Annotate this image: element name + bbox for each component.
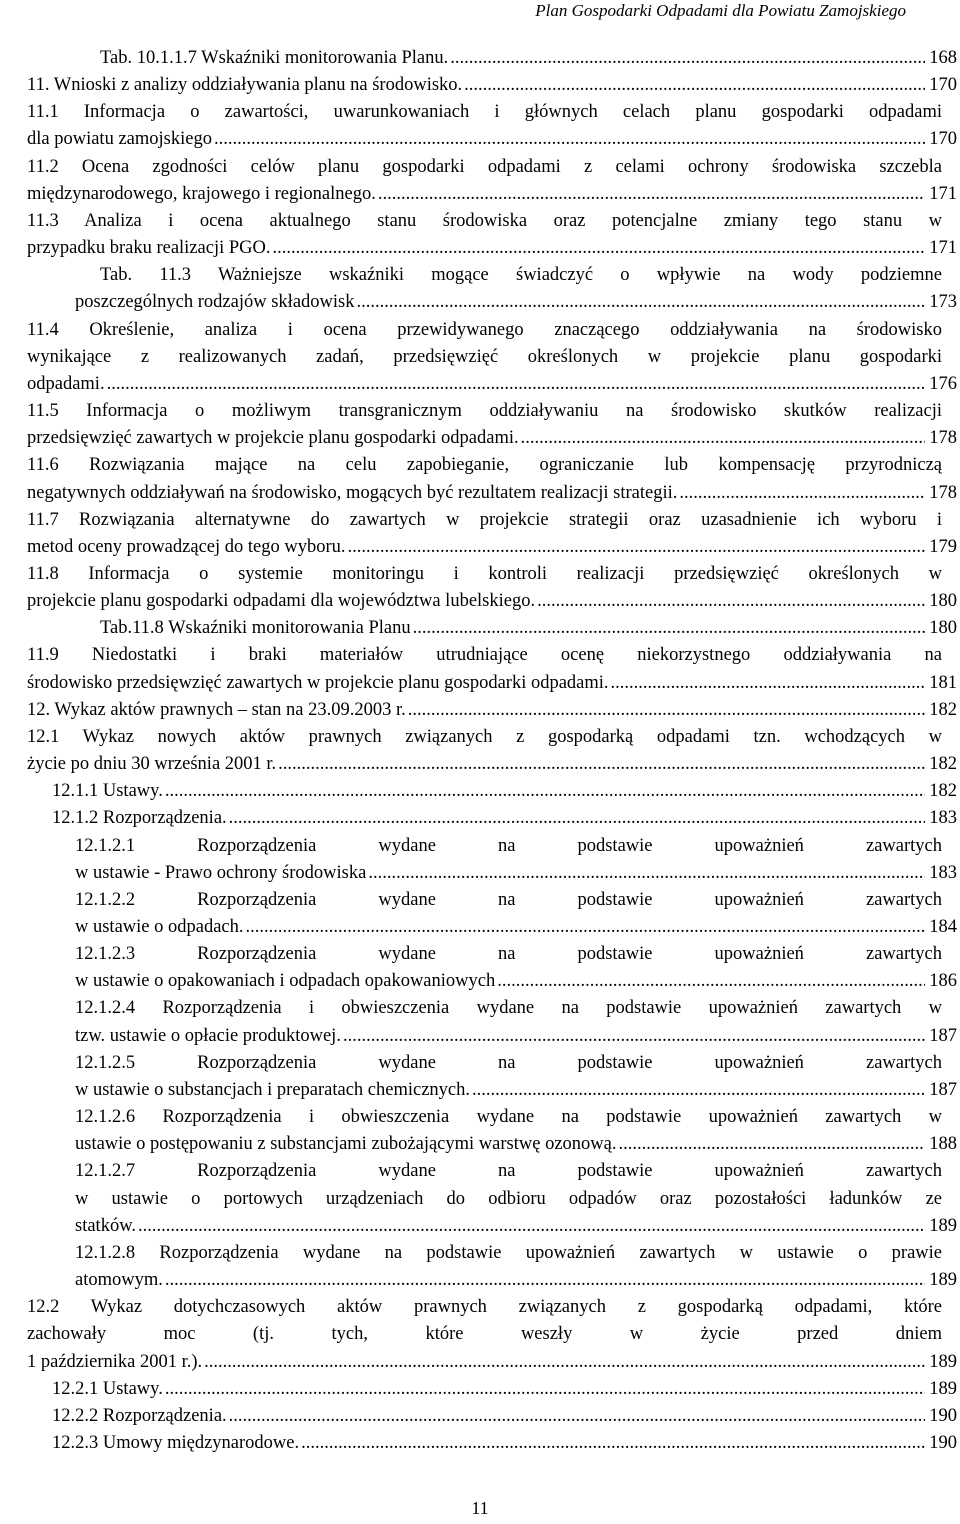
toc-entry-text: w ustawie - Prawo ochrony środowiska [75,862,367,883]
toc-page-number: 188 [929,1134,957,1155]
toc-entry-text: ustawie o postępowaniu z substancjami zubożającymi warstwę ozonową. [75,1134,617,1155]
toc-entry[interactable] [0,1430,957,1457]
toc-entry[interactable] [0,1294,957,1375]
toc-entry-text: Tab.11.8 Wskaźniki monitorowania Planu [100,618,411,639]
toc-entry-text: 12.1.2.5 Rozporządzenia wydane na podstawie upoważnień zawartych [75,1052,942,1073]
dot-leader [368,860,925,887]
toc-entry[interactable] [0,887,957,941]
dot-leader [343,1023,925,1050]
dot-leader [679,480,925,507]
dot-leader [165,1267,925,1294]
toc-entry-text: 12.2.2 Rozporządzenia. [52,1405,227,1426]
dot-leader [450,45,925,72]
toc-entry-text: 12.2 Wykaz dotychczasowych aktów prawnych związanych z gospodarką odpadami, które [27,1297,942,1318]
toc-page-number: 170 [929,129,957,150]
toc-page-number: 182 [929,699,957,720]
dot-leader [521,425,926,452]
toc-page-number: 183 [929,808,957,829]
toc-entry-text: w ustawie o opakowaniach i odpadach opakowaniowych [75,971,496,992]
toc-page-number: 179 [929,536,957,557]
toc-entry[interactable] [0,778,957,805]
toc-entry-text: 11.4 Określenie, analiza i ocena przewidywanego znaczącego oddziaływania na środowisko [27,319,942,340]
toc-entry-text: środowisko przedsięwzięć zawartych w projekcie planu gospodarki odpadami. [27,672,609,693]
toc-page-number: 173 [929,292,957,313]
dot-leader [229,805,926,832]
toc-entry[interactable] [0,561,957,615]
toc-entry[interactable] [0,507,957,561]
toc-page-number: 176 [929,373,957,394]
toc-entry[interactable] [0,317,957,398]
toc-entry[interactable] [0,208,957,262]
toc-entry-text: życie po dniu 30 września 2001 r. [27,754,277,775]
toc-page-number: 187 [929,1025,957,1046]
running-header: Plan Gospodarki Odpadami dla Powiatu Zamojskiego [535,1,906,20]
table-of-contents [0,45,957,1457]
toc-entry-text: w ustawie o odpadach. [75,917,244,937]
toc-entry-text: 11.8 Informacja o systemie monitoringu i kontroli realizacji przedsięwzięć określonych w [27,563,942,584]
toc-entry[interactable] [0,697,957,724]
toc-entry-text: 12.1 Wykaz nowych aktów prawnych związanych z gospodarką odpadami tzn. wchodzących w [27,726,942,747]
toc-entry-text: przypadku braku realizacji PGO. [27,238,271,259]
toc-entry-text: przedsięwzięć zawartych w projekcie planu gospodarki odpadami. [27,428,519,449]
dot-leader [408,697,926,724]
dot-leader [378,181,925,208]
dot-leader [464,72,925,99]
toc-page-number: 186 [929,971,957,992]
toc-entry-text: odpadami. [27,373,105,394]
toc-page-number: 187 [929,1079,957,1100]
toc-entry[interactable] [0,642,957,696]
toc-entry-text: w ustawie o substancjach i preparatach chemicznych. [75,1079,471,1100]
toc-page-number: 178 [929,428,957,449]
toc-entry[interactable] [0,398,957,452]
toc-entry-text: Tab. 11.3 Ważniejsze wskaźniki mogące świadczyć o wpływie na wody podziemne [100,265,942,286]
toc-entry-text: 12.1.2.7 Rozporządzenia wydane na podstawie upoważnień zawartych [75,1161,942,1182]
toc-page-number: 182 [929,781,957,802]
toc-entry-text: 12.1.2 Rozporządzenia. [52,808,227,829]
dot-leader [497,968,925,995]
toc-entry[interactable] [0,452,957,506]
toc-entry-text: 12.1.2.8 Rozporządzenia wydane na podstawie upoważnień zawartych w ustawie o prawie [75,1242,942,1263]
toc-entry[interactable] [0,72,957,99]
toc-page-number: 189 [929,1270,957,1291]
toc-entry-text: 11.7 Rozwiązania alternatywne do zawartych w projekcie strategii oraz uzasadnienie ich wyboru i [27,509,942,530]
dot-leader [229,1403,926,1430]
toc-page-number: 182 [929,754,957,775]
dot-leader [472,1077,925,1104]
toc-entry-text: 11.1 Informacja o zawartości, uwarunkowaniach i głównych celach planu gospodarki odpadami [27,102,942,123]
toc-entry-text: 11.3 Analiza i ocena aktualnego stanu środowiska oraz potencjalne zmiany tego stanu w [27,210,942,231]
dot-leader [611,670,926,697]
toc-entry-text: 1 października 2001 r.). [27,1351,203,1372]
toc-entry[interactable] [0,1376,957,1403]
dot-leader [618,1131,925,1158]
toc-entry-text: 12.2.3 Umowy międzynarodowe. [52,1432,300,1453]
toc-page-number: 180 [929,618,957,639]
toc-entry-text: negatywnych oddziaływań na środowisko, mogących być rezultatem realizacji strategii. [27,482,678,503]
toc-entry[interactable] [0,99,957,153]
toc-entry-text: 12.1.2.6 Rozporządzenia i obwieszczenia wydane na podstawie upoważnień zawartych w [75,1107,942,1128]
toc-page-number: 171 [929,183,957,204]
toc-entry-text: metod oceny prowadzącej do tego wyboru. [27,536,346,557]
toc-entry-text: 12. Wykaz aktów prawnych – stan na 23.09.2003 r. [27,699,406,720]
toc-entry[interactable] [0,262,957,316]
toc-entry-text: 12.1.2.3 Rozporządzenia wydane na podstawie upoważnień zawartych [75,944,942,965]
dot-leader [413,615,926,642]
dot-leader [301,1430,925,1457]
toc-page-number: 189 [929,1378,957,1399]
toc-entry-text: statków. [75,1215,136,1236]
dot-leader [165,1376,925,1403]
toc-entry-text: zachowały moc (tj. tych, które weszły w życie przed dniem [27,1324,942,1345]
page-number: 11 [471,1498,489,1518]
toc-entry[interactable] [0,154,957,208]
dot-leader [214,126,925,153]
toc-entry-text: 11.2 Ocena zgodności celów planu gospodarki odpadami z celami ochrony środowiska szczebla [27,156,942,177]
dot-leader [356,289,925,316]
dot-leader [165,778,925,805]
toc-entry-text: Tab. 10.1.1.7 Wskaźniki monitorowania Planu. [100,48,449,68]
toc-entry[interactable] [0,1050,957,1104]
toc-entry-text: wynikające z realizowanych zadań, przedsięwzięć określonych w projekcie planu gospodarki [27,346,942,367]
toc-entry-text: 12.1.2.1 Rozporządzenia wydane na podstawie upoważnień zawartych [75,835,942,856]
toc-page-number: 183 [929,862,957,883]
toc-page-number: 190 [929,1405,957,1426]
toc-page-number: 180 [929,591,957,612]
toc-entry[interactable] [0,941,957,995]
toc-entry-text: 11. Wnioski z analizy oddziaływania planu na środowisko. [27,75,463,96]
toc-entry-text: 12.1.2.2 Rozporządzenia wydane na podstawie upoważnień zawartych [75,889,942,910]
toc-entry-text: w ustawie o portowych urządzeniach do odbioru odpadów oraz pozostałości ładunków ze [75,1188,942,1209]
toc-page-number: 170 [929,75,957,96]
toc-entry-text: międzynarodowego, krajowego i regionalnego. [27,183,376,204]
dot-leader [278,751,925,778]
toc-entry-text: atomowym. [75,1270,163,1291]
toc-entry-text: 11.6 Rozwiązania mające na celu zapobieganie, ograniczanie lub kompensację przyrodniczą [27,455,942,476]
toc-entry-text: 12.2.1 Ustawy. [52,1378,163,1399]
toc-entry[interactable] [0,724,957,778]
toc-page-number: 189 [929,1351,957,1372]
toc-entry[interactable] [0,833,957,887]
toc-page-number: 190 [929,1432,957,1453]
toc-entry-text: 12.1.2.4 Rozporządzenia i obwieszczenia wydane na podstawie upoważnień zawartych w [75,998,942,1019]
toc-entry-text: projekcie planu gospodarki odpadami dla województwa lubelskiego. [27,591,536,612]
toc-entry-text: 11.9 Niedostatki i braki materiałów utrudniające ocenę niekorzystnego oddziaływania na [27,645,942,666]
toc-entry-text: poszczególnych rodzajów składowisk [75,292,355,313]
toc-entry-text: 11.5 Informacja o możliwym transgranicznym oddziaływaniu na środowisko skutków realizacji [27,401,942,422]
toc-entry[interactable] [0,805,957,832]
toc-entry-text: 12.1.1 Ustawy. [52,781,163,802]
dot-leader [537,588,925,615]
dot-leader [138,1213,925,1240]
toc-entry[interactable] [0,1158,957,1239]
toc-page-number: 189 [929,1215,957,1236]
dot-leader [348,534,926,561]
toc-page-number: 178 [929,482,957,503]
dot-leader [246,914,926,941]
toc-entry[interactable] [0,1240,957,1294]
dot-leader [107,371,926,398]
toc-entry[interactable] [0,1403,957,1430]
toc-page-number: 181 [929,672,957,693]
dot-leader [273,235,926,262]
toc-entry-text: tzw. ustawie o opłacie produktowej. [75,1025,341,1046]
dot-leader [204,1349,925,1376]
toc-entry[interactable] [0,1104,957,1158]
toc-entry[interactable] [0,995,957,1049]
toc-entry-text: dla powiatu zamojskiego [27,129,212,150]
toc-page-number: 184 [929,917,957,937]
toc-entry[interactable] [0,45,957,72]
toc-page-number: 168 [929,48,957,68]
toc-page-number: 171 [929,238,957,259]
toc-entry[interactable] [0,615,957,642]
